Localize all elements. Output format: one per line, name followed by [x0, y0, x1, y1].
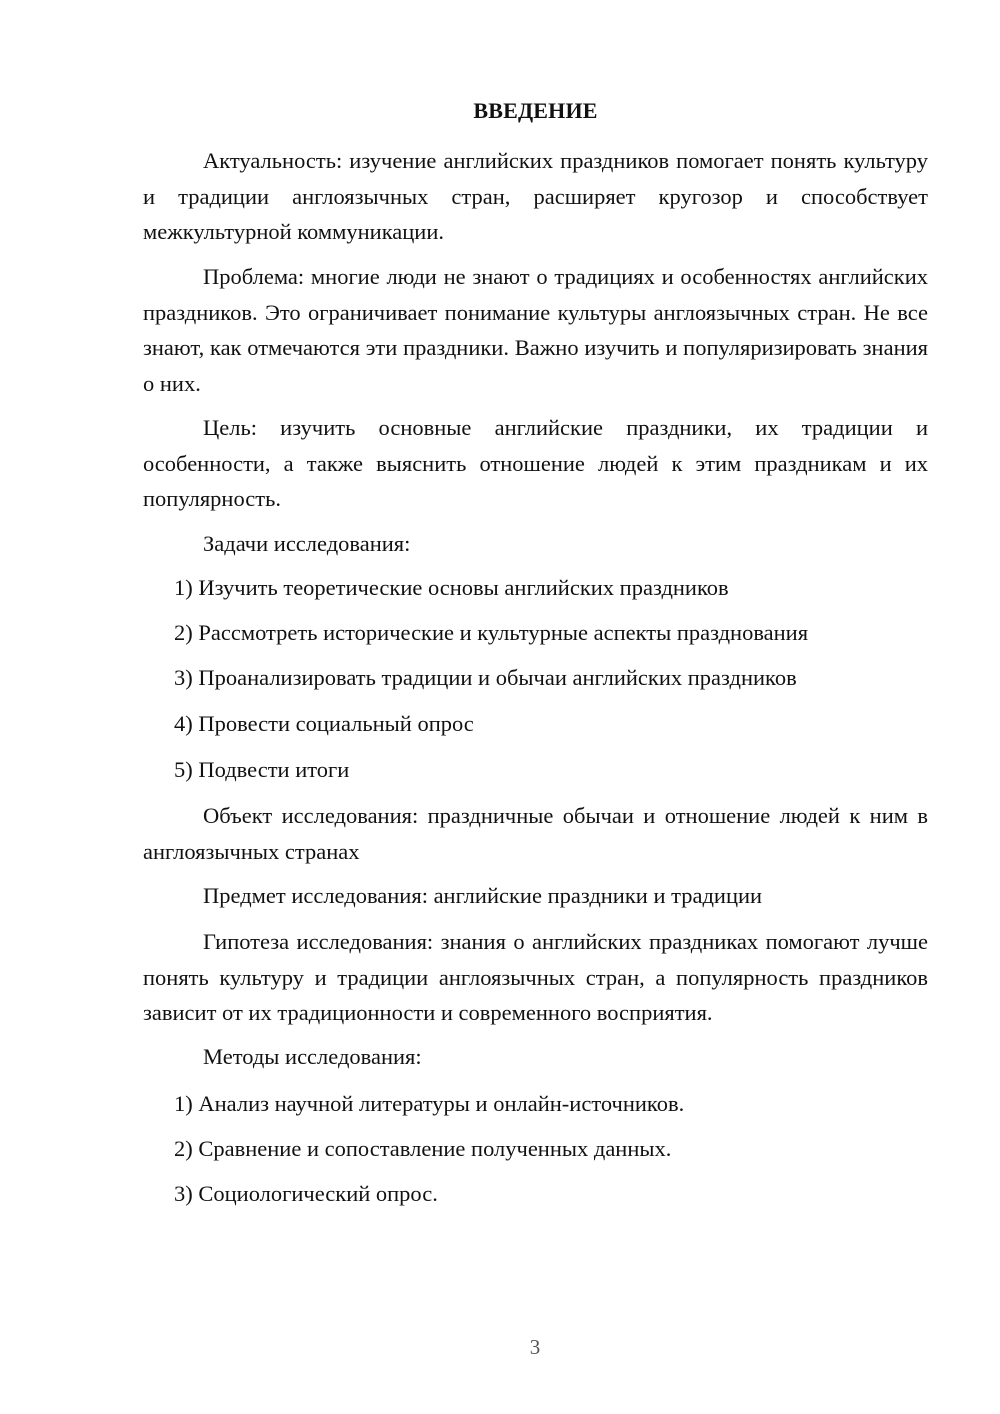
- object-paragraph: Объект исследования: праздничные обычаи и отношение людей к ним в англоязычных странах: [143, 803, 928, 864]
- page-number: 3: [529, 1335, 541, 1359]
- tasks-heading: Задачи исследования:: [203, 531, 411, 556]
- task-item: 5) Подвести итоги: [174, 757, 350, 782]
- methods-heading: Методы исследования:: [203, 1044, 422, 1069]
- page-title: ВВЕДЕНИЕ: [473, 98, 598, 123]
- relevance-paragraph: Актуальность: изучение английских праздников помогает понять культуру и традиции англоязычных стран, расширяет кругозор и способствует межкультурной коммуникации.: [143, 148, 928, 244]
- method-item: 3) Социологический опрос.: [174, 1181, 438, 1206]
- method-item: 2) Сравнение и сопоставление полученных данных.: [174, 1136, 672, 1161]
- task-item: 3) Проанализировать традиции и обычаи английских праздников: [174, 665, 797, 690]
- goal-paragraph: Цель: изучить основные английские праздники, их традиции и особенности, а также выяснить отношение людей к этим праздникам и их популярность.: [143, 415, 928, 511]
- problem-paragraph: Проблема: многие люди не знают о традициях и особенностях английских праздников. Это ограничивает понимание культуры англоязычных стран. Не все знают, как отмечаются эти праздники. Важно изучить и популяризировать знания о них.: [143, 264, 928, 396]
- subject-paragraph: Предмет исследования: английские праздники и традиции: [203, 883, 763, 908]
- task-item: 2) Рассмотреть исторические и культурные аспекты празднования: [174, 620, 809, 645]
- task-item: 4) Провести социальный опрос: [174, 711, 474, 736]
- method-item: 1) Анализ научной литературы и онлайн-источников.: [174, 1091, 685, 1116]
- hypothesis-paragraph: Гипотеза исследования: знания о английских праздниках помогают лучше понять культуру и традиции англоязычных стран, а популярность праздников зависит от их традиционности и современного восприятия.: [143, 929, 928, 1025]
- task-item: 1) Изучить теоретические основы английских праздников: [174, 575, 729, 600]
